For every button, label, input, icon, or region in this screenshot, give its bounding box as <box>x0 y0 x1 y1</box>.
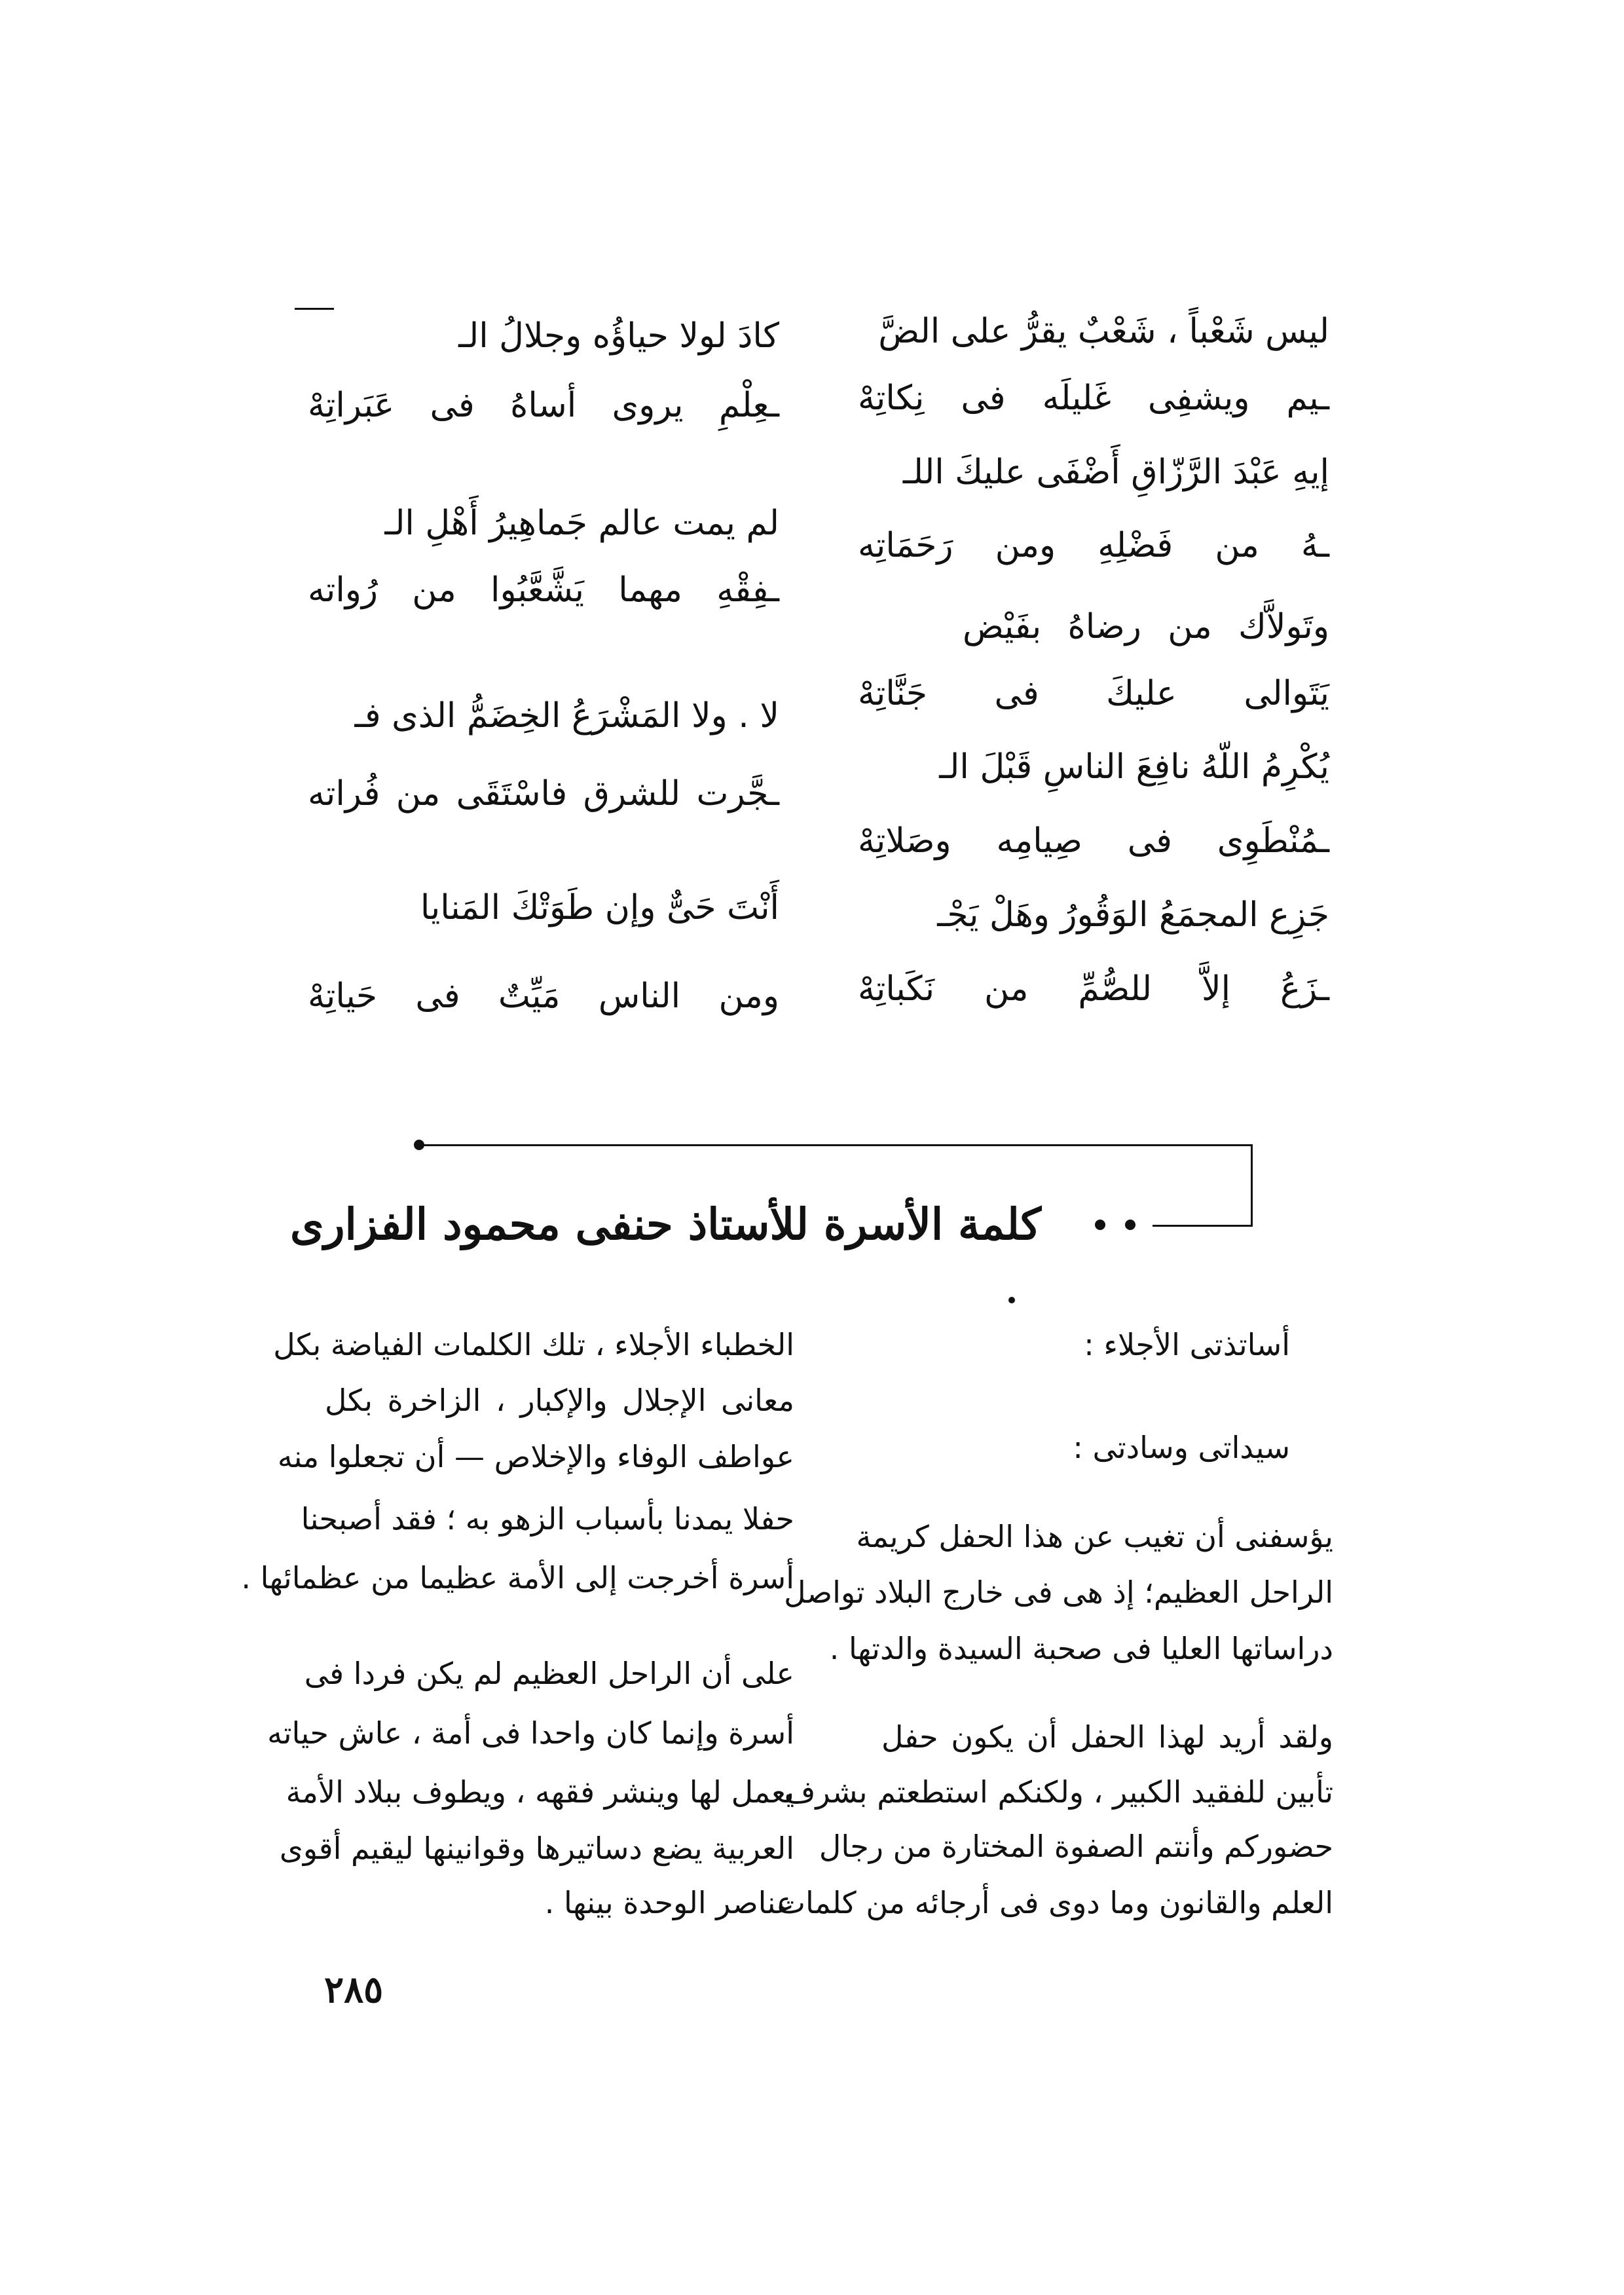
poem-line: جَزِع المجمَعُ الوَقُورُ وهَلْ يَجْـ <box>937 895 1329 935</box>
ornament-top-rule <box>419 1144 1252 1146</box>
poem-line: ـجَّرت للشرق فاسْتَقَى من فُراته <box>308 774 779 813</box>
poem-line: ليس شَعْباً ، شَعْبٌ يقرُّ على الضَّ <box>878 312 1329 351</box>
section-heading: كلمة الأسرة للأستاذ حنفى محمود الفزارى <box>289 1199 1041 1250</box>
ornament-dot <box>1095 1220 1105 1230</box>
poem-line: ـهُ من فَضْلِهِ ومن رَحَمَاتِه <box>858 526 1329 565</box>
ornament-dot <box>1125 1220 1135 1230</box>
poem-line: ومن الناس مَيِّتٌ فى حَياتِهْ <box>308 977 779 1016</box>
poem-line: يَتَوالى عليكَ فى جَنَّاتِهْ <box>858 674 1329 713</box>
prose-line: أسرة أخرجت إلى الأمة عظيما من عظمائها . <box>241 1560 794 1595</box>
prose-line: الراحل العظيم؛ إذ هى فى خارج البلاد تواصل <box>784 1575 1333 1610</box>
ornament-vertical-rule <box>1251 1144 1253 1227</box>
poem-line: وتَولاَّك من رضاهُ بفَيْض <box>963 607 1329 646</box>
poem-line: ـعِلْمِ يروى أساهُ فى عَبَراتِهْ <box>308 386 779 425</box>
ornament-dot <box>1008 1297 1015 1303</box>
poem-line: لا . ولا المَشْرَعُ الخِضَمُّ الذى فـ <box>354 696 779 736</box>
poem-line: ـمُنْطَوِى فى صِيامِه وصَلاتِهْ <box>858 821 1329 861</box>
poem-line: أَنْتَ حَىٌّ وإن طَوَتْكَ المَنايا <box>420 888 779 927</box>
prose-line: عناصر الوحدة بينها . <box>544 1885 794 1920</box>
prose-line: العربية يضع دساتيرها وقوانينها ليقيم أقوى <box>279 1831 794 1866</box>
prose-line: الخطباء الأجلاء ، تلك الكلمات الفياضة بكل <box>273 1327 794 1362</box>
salutation: سيداتى وسادتى : <box>1073 1430 1290 1465</box>
poem-line: لم يمت عالم جَماهِيرُ أَهْلِ الـ <box>384 504 779 543</box>
ornament-bottom-rule <box>1153 1225 1252 1227</box>
poem-line: كادَ لولا حياؤُه وجلالُ الـ <box>458 316 779 356</box>
prose-line: عواطف الوفاء والإخلاص — أن تجعلوا منه <box>277 1439 794 1474</box>
poem-line: إيهِ عَبْدَ الرَّزّاقِ أَضْفَى عليكَ اللـ <box>902 453 1329 492</box>
prose-line: العلم والقانون وما دوى فى أرجائه من كلمات <box>777 1885 1333 1920</box>
poem-line: يُكْرِمُ اللّهُ نافِعَ الناسِ قَبْلَ الـ <box>939 747 1329 787</box>
prose-line: أسرة وإنما كان واحدا فى أمة ، عاش حياته <box>267 1715 794 1751</box>
prose-line: ولقد أريد لهذا الحفل أن يكون حفل <box>881 1719 1333 1755</box>
prose-line: معانى الإجلال والإكبار ، الزاخرة بكل <box>325 1383 794 1418</box>
poem-line: ـيم ويشفِى غَليلَه فى نِكاتِهْ <box>858 379 1329 418</box>
page-number: ٢٨٥ <box>324 1968 384 2011</box>
prose-line: تأبين للفقيد الكبير ، ولكنكم استطعتم بشرف <box>784 1774 1333 1810</box>
margin-mark <box>295 308 334 310</box>
prose-line: حفلا يمدنا بأسباب الزهو به ؛ فقد أصبحنا <box>301 1501 794 1537</box>
salutation: أساتذتى الأجلاء : <box>1084 1327 1290 1362</box>
prose-line: على أن الراحل العظيم لم يكن فردا فى <box>304 1656 794 1691</box>
prose-line: حضوركم وأنتم الصفوة المختارة من رجال <box>819 1829 1333 1864</box>
prose-line: يعمل لها وينشر فقهه ، ويطوف ببلاد الأمة <box>286 1774 794 1810</box>
prose-line: دراساتها العليا فى صحبة السيدة والدتها . <box>829 1631 1333 1666</box>
poem-line: ـزَعُ إلاَّ للصُّمِّ من نَكَباتِهْ <box>858 969 1329 1009</box>
prose-line: يؤسفنى أن تغيب عن هذا الحفل كريمة <box>856 1519 1333 1554</box>
poem-line: ـفِقْهِ مهما يَشَّعَّبُوا من رُواته <box>308 570 779 610</box>
